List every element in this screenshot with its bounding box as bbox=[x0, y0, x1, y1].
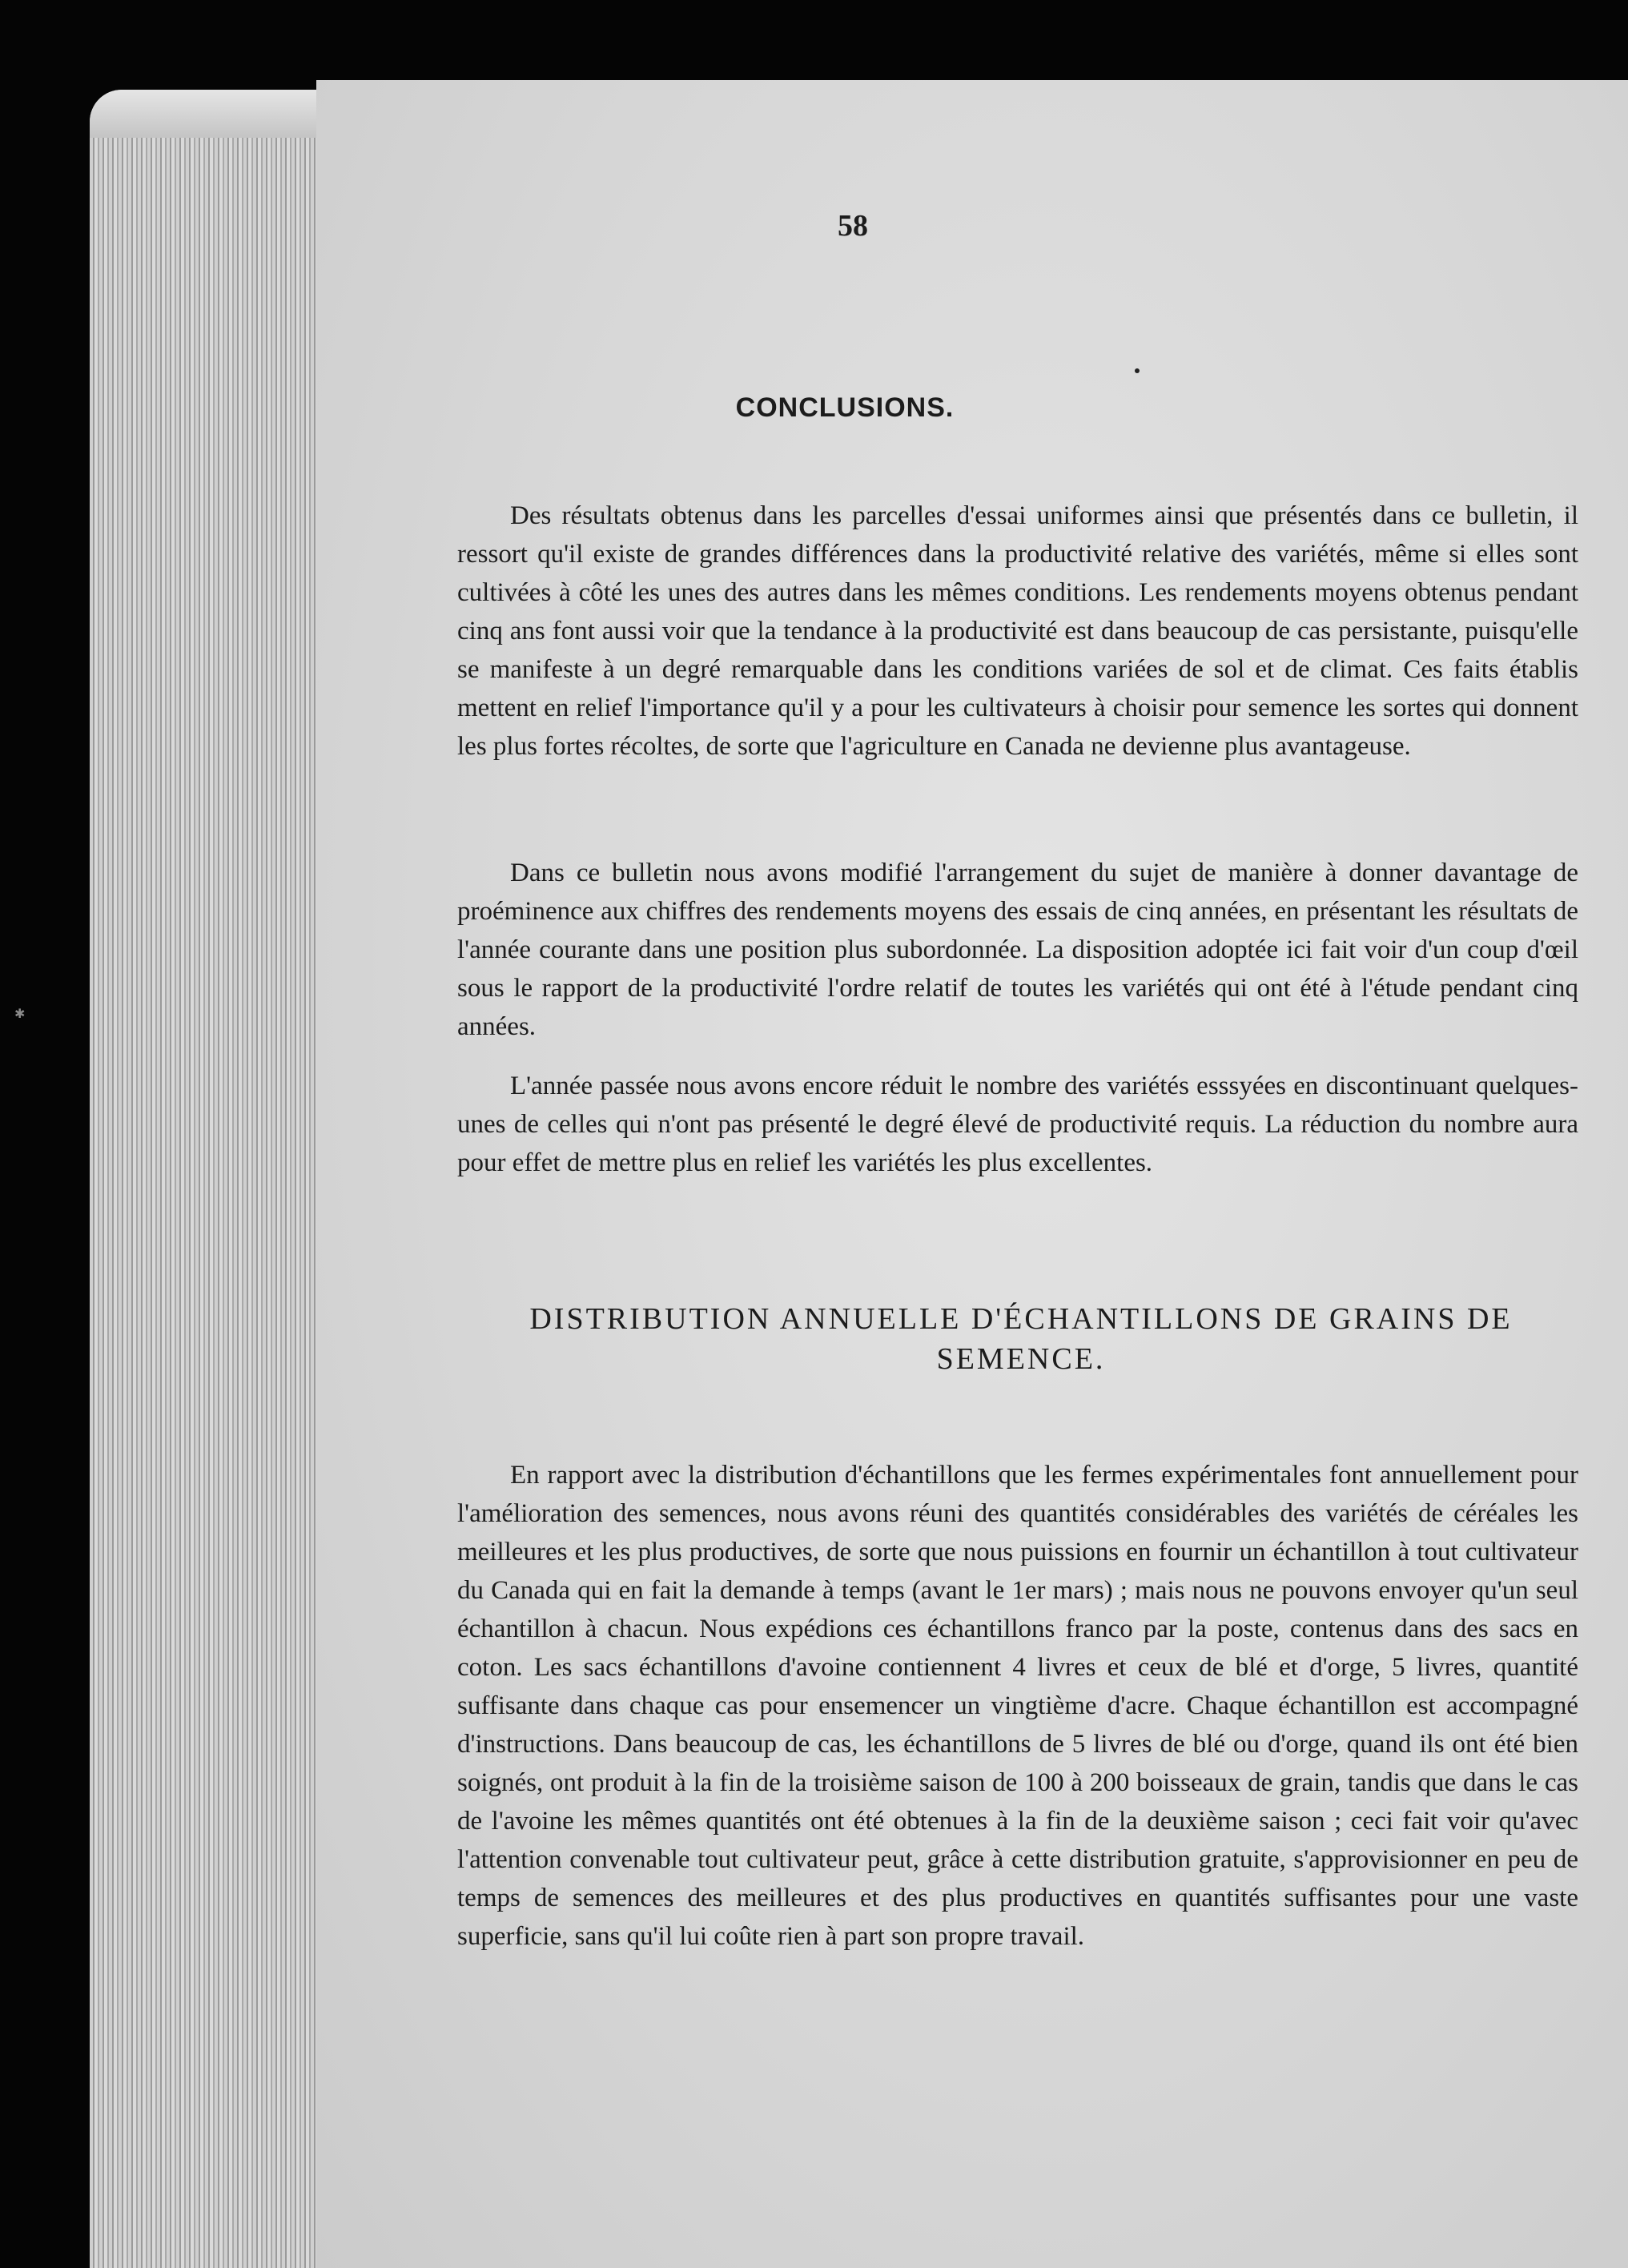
distribution-heading bbox=[500, 1299, 1542, 1379]
conclusions-paragraph-3: L'année passée nous avons encore réduit le nombre des variétés esssyées en discontinuant quelques-unes de celles qui n'ont pas présenté le degré élevé de productivité requis. La réduction du nombre aura pour effet de mettre plus en relief les variétés les plus excellentes. bbox=[457, 1072, 1578, 1177]
book-page-edges-top bbox=[90, 90, 330, 138]
page-number: 58 bbox=[838, 209, 868, 243]
conclusions-heading: CONCLUSIONS. bbox=[735, 392, 955, 423]
book-page-edges bbox=[90, 90, 330, 2268]
scan-mark-icon: ✱ bbox=[14, 1007, 26, 1021]
conclusions-paragraph-2: Dans ce bulletin nous avons modifié l'arrangement du sujet de manière à donner davantage de proéminence aux chiffres des rendements moyens des essais de cinq années, en présentant les résultats de l'année courante dans une position plus subordonnée. La disposition adoptée ici fait voir d'un coup d'œil sous le rapport de la productivité l'ordre relatif de toutes les variétés qui ont été à l'étude pendant cinq années. bbox=[457, 859, 1578, 1041]
book-page bbox=[316, 80, 1628, 2268]
ink-dot bbox=[1135, 368, 1140, 373]
distribution-heading-line-1: DISTRIBUTION ANNUELLE D'ÉCHANTILLONS DE GRAINS DE bbox=[529, 1302, 1513, 1336]
distribution-heading-line-2: SEMENCE. bbox=[936, 1342, 1106, 1376]
conclusions-paragraph-1: Des résultats obtenus dans les parcelles d'essai uniformes ainsi que présentés dans ce bulletin, il ressort qu'il existe de grandes différences dans la productivité relative des variétés, même si elles sont cultivées à côté les unes des autres dans les mêmes conditions. Les rendements moyens obtenus pendant cinq ans font aussi voir que la tendance à la productivité est dans beaucoup de cas persistante, puisqu'elle se manifeste à un degré remarquable dans les conditions variées de sol et de climat. Ces faits établis mettent en relief l'importance qu'il y a pour les cultivateurs à choisir pour semence les sortes qui donnent les plus fortes récoltes, de sorte que l'agriculture en Canada ne devienne plus avantageuse. bbox=[457, 501, 1578, 761]
distribution-paragraph: En rapport avec la distribution d'échantillons que les fermes expérimentales font annuellement pour l'amélioration des semences, nous avons réuni des quantités considérables des variétés de céréales les meilleures et les plus productives, de sorte que nous puissions en fournir un échantillon à tout cultivateur du Canada qui en fait la demande à temps (avant le 1er mars) ; mais nous ne pouvons envoyer qu'un seul échantillon à chacun. Nous expédions ces échantillons franco par la poste, contenus dans des sacs en coton. Les sacs échantillons d'avoine contiennent 4 livres et ceux de blé et d'orge, 5 livres, quantité suffisante dans chaque cas pour ensemencer un vingtième d'acre. Chaque échantillon est accompagné d'instructions. Dans beaucoup de cas, les échantillons de 5 livres de blé ou d'orge, quand ils ont été bien soignés, ont produit à la fin de la troisième saison de 100 à 200 boisseaux de grain, tandis que dans le cas de l'avoine les mêmes quantités ont été obtenues à la fin de la deuxième saison ; ceci fait voir qu'avec l'attention convenable tout cultivateur peut, grâce à cette distribution gratuite, s'approvisionner en peu de temps de semences des meilleures et des plus productives en quantités suffisantes pour une vaste superficie, sans qu'il lui coûte rien à part son propre travail. bbox=[457, 1461, 1578, 1951]
